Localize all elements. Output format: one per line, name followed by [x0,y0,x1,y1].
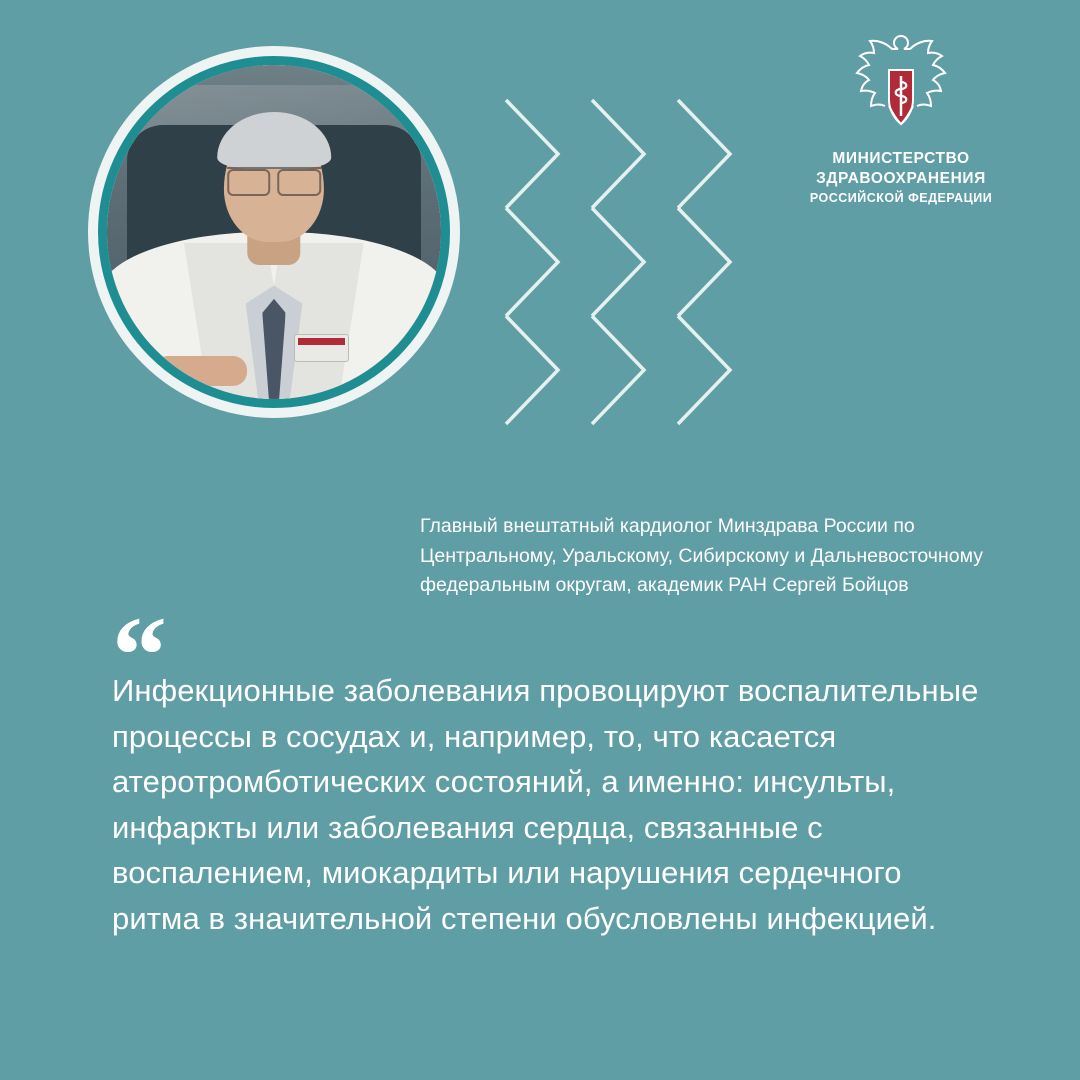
logo-line-2: ЗДРАВООХРАНЕНИЯ [816,169,986,187]
quote-text: Инфекционные заболевания провоцируют воспалительные процессы в сосудах и, например, то, что касается атеротромботических состояний, а именно: инсульты, инфаркты или заболевания сердца, связанные с воспалением, миокардиты или нарушения сердечного ритма в значительной степени обусловлены инфекцией. [112,673,979,936]
chevron-pattern [500,96,760,426]
ministry-of-health-emblem-icon [845,30,957,134]
portrait-frame [88,46,460,418]
attribution-text: Главный внештатный кардиолог Минздрава России по Центральному, Уральскому, Сибирскому и Дальневосточному федеральным округам, академик РАН Сергей Бойцов [420,515,983,597]
photo-name-badge [294,334,349,363]
logo-line-1: МИНИСТЕРСТВО [832,150,970,167]
portrait-photo [107,65,441,399]
quote-mark-icon: “ [112,594,169,716]
photo-glasses [227,167,321,192]
ministry-logo [786,30,1016,207]
photo-hands [154,356,248,386]
logo-line-3: РОССИЙСКОЙ ФЕДЕРАЦИИ [809,190,993,205]
portrait-ring [98,56,450,408]
